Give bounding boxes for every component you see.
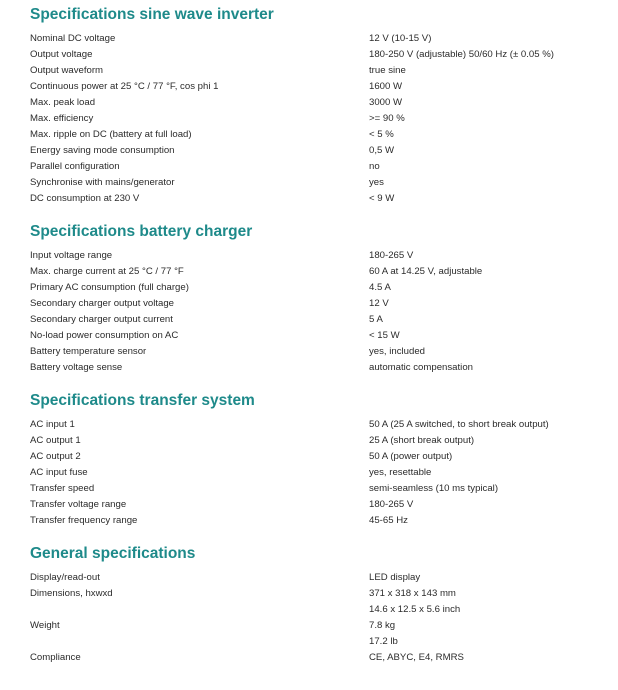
spec-value: < 5 % bbox=[369, 129, 394, 140]
spec-label: Max. peak load bbox=[30, 97, 96, 108]
spec-value: 0,5 W bbox=[369, 145, 395, 156]
spec-row bbox=[30, 280, 610, 296]
spec-label: Synchronise with mains/generator bbox=[30, 177, 175, 188]
spec-value: 45-65 Hz bbox=[369, 515, 408, 526]
spec-value: yes, resettable bbox=[369, 467, 432, 478]
section-title: General specifications bbox=[30, 545, 196, 562]
spec-row bbox=[30, 95, 610, 111]
spec-label: Transfer frequency range bbox=[30, 515, 138, 526]
spec-value: 4.5 A bbox=[369, 282, 391, 293]
spec-row bbox=[30, 312, 610, 328]
spec-label: Display/read-out bbox=[30, 572, 100, 583]
spec-value: yes, included bbox=[369, 346, 425, 357]
spec-row bbox=[30, 63, 610, 79]
spec-label: Transfer speed bbox=[30, 483, 95, 494]
spec-row bbox=[30, 417, 610, 433]
section-title: Specifications battery charger bbox=[30, 223, 253, 240]
spec-row bbox=[30, 143, 610, 159]
section-title: Specifications sine wave inverter bbox=[30, 6, 274, 23]
spec-label: Max. ripple on DC (battery at full load) bbox=[30, 129, 192, 140]
spec-label: Weight bbox=[30, 620, 60, 631]
spec-value: < 9 W bbox=[369, 193, 395, 204]
spec-value: 12 V (10-15 V) bbox=[369, 33, 432, 44]
spec-value: 50 A (25 A switched, to short break output) bbox=[369, 419, 549, 430]
spec-row bbox=[30, 497, 610, 513]
spec-row bbox=[30, 433, 610, 449]
spec-value: 17.2 lb bbox=[369, 636, 398, 647]
spec-row bbox=[30, 570, 610, 586]
spec-label: DC consumption at 230 V bbox=[30, 193, 140, 204]
spec-value: 3000 W bbox=[369, 97, 403, 108]
spec-label: Continuous power at 25 °C / 77 °F, cos phi 1 bbox=[30, 81, 219, 92]
spec-value: 5 A bbox=[369, 314, 383, 325]
spec-label: AC output 1 bbox=[30, 435, 81, 446]
spec-label: Battery voltage sense bbox=[30, 362, 123, 373]
spec-row bbox=[30, 481, 610, 497]
spec-value: 7.8 kg bbox=[369, 620, 396, 631]
spec-value: 60 A at 14.25 V, adjustable bbox=[369, 266, 483, 277]
spec-label: AC output 2 bbox=[30, 451, 81, 462]
spec-value: 1600 W bbox=[369, 81, 403, 92]
spec-row bbox=[30, 127, 610, 143]
spec-value: 371 x 318 x 143 mm bbox=[369, 588, 456, 599]
spec-label: Max. charge current at 25 °C / 77 °F bbox=[30, 266, 184, 277]
spec-row bbox=[30, 513, 610, 529]
spec-value: < 15 W bbox=[369, 330, 400, 341]
spec-row bbox=[30, 264, 610, 280]
spec-row bbox=[30, 159, 610, 175]
spec-value: yes bbox=[369, 177, 384, 188]
spec-value: >= 90 % bbox=[369, 113, 405, 124]
spec-value: semi-seamless (10 ms typical) bbox=[369, 483, 499, 494]
spec-row bbox=[30, 47, 610, 63]
spec-row bbox=[30, 111, 610, 127]
spec-value: 12 V bbox=[369, 298, 389, 309]
spec-label: Output waveform bbox=[30, 65, 104, 76]
spec-value: automatic compensation bbox=[369, 362, 473, 373]
spec-row bbox=[30, 344, 610, 360]
spec-row bbox=[30, 248, 610, 264]
spec-row bbox=[30, 449, 610, 465]
spec-row bbox=[30, 602, 610, 618]
spec-row bbox=[30, 191, 610, 207]
spec-value: 50 A (power output) bbox=[369, 451, 453, 462]
spec-value: LED display bbox=[369, 572, 421, 583]
spec-label: Output voltage bbox=[30, 49, 93, 60]
spec-value: 180-265 V bbox=[369, 250, 414, 261]
spec-label: Max. efficiency bbox=[30, 113, 94, 124]
spec-row bbox=[30, 79, 610, 95]
spec-row bbox=[30, 650, 610, 666]
spec-label: Nominal DC voltage bbox=[30, 33, 116, 44]
spec-label: Primary AC consumption (full charge) bbox=[30, 282, 189, 293]
spec-label bbox=[30, 602, 369, 618]
spec-label: Compliance bbox=[30, 652, 81, 663]
spec-value: 14.6 x 12.5 x 5.6 inch bbox=[369, 604, 461, 615]
section-inverter bbox=[30, 4, 610, 207]
spec-label: No-load power consumption on AC bbox=[30, 330, 179, 341]
section-battery-charger bbox=[30, 221, 610, 376]
spec-value: 25 A (short break output) bbox=[369, 435, 475, 446]
spec-label: Secondary charger output current bbox=[30, 314, 173, 325]
spec-label: Input voltage range bbox=[30, 250, 113, 261]
spec-label: Secondary charger output voltage bbox=[30, 298, 174, 309]
section-transfer-system bbox=[30, 390, 610, 529]
spec-row bbox=[30, 175, 610, 191]
spec-value: 180-250 V (adjustable) 50/60 Hz (± 0.05 %) bbox=[369, 49, 554, 60]
spec-row bbox=[30, 296, 610, 312]
section-general bbox=[30, 543, 610, 666]
spec-row bbox=[30, 618, 610, 634]
spec-value: true sine bbox=[369, 65, 406, 76]
spec-value: 180-265 V bbox=[369, 499, 414, 510]
spec-value: no bbox=[369, 161, 380, 172]
spec-label: Dimensions, hxwxd bbox=[30, 588, 113, 599]
spec-label: Energy saving mode consumption bbox=[30, 145, 175, 156]
spec-row bbox=[30, 328, 610, 344]
spec-row bbox=[30, 586, 610, 602]
section-title: Specifications transfer system bbox=[30, 392, 255, 409]
specifications-sheet bbox=[30, 0, 610, 666]
spec-row bbox=[30, 31, 610, 47]
spec-value: CE, ABYC, E4, RMRS bbox=[369, 652, 464, 663]
spec-label: Parallel configuration bbox=[30, 161, 120, 172]
spec-label: Transfer voltage range bbox=[30, 499, 127, 510]
spec-row bbox=[30, 465, 610, 481]
spec-label: Battery temperature sensor bbox=[30, 346, 147, 357]
spec-label: AC input 1 bbox=[30, 419, 75, 430]
spec-row bbox=[30, 360, 610, 376]
spec-label: AC input fuse bbox=[30, 467, 88, 478]
spec-row bbox=[30, 634, 610, 650]
spec-label bbox=[30, 634, 369, 650]
